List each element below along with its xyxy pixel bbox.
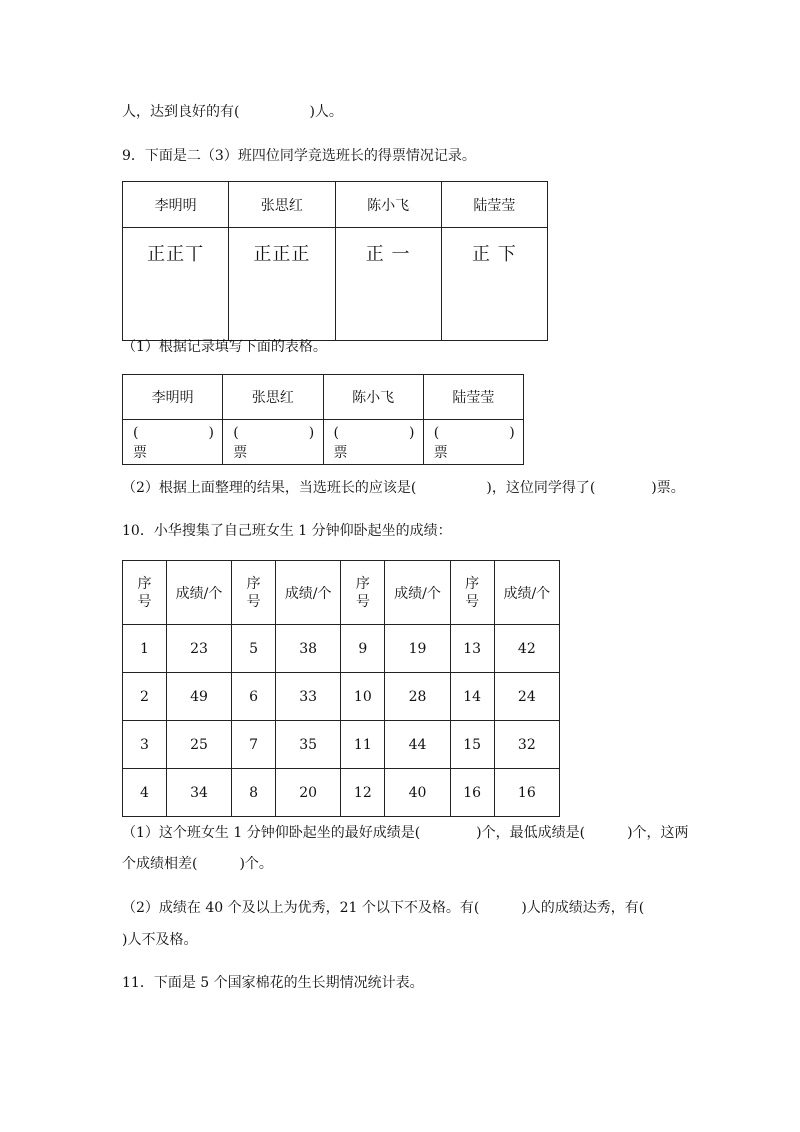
question-10-part-1-a: （1）这个班女生 1 分钟仰卧起坐的最好成绩是( )个，最低成绩是( )个，这两 — [122, 825, 689, 841]
header-index-2: 序号 — [232, 561, 276, 625]
header-index-3: 序号 — [341, 561, 385, 625]
table-row — [123, 769, 560, 817]
row-score: 33 — [276, 673, 341, 721]
count-name-4: 陆莹莹 — [423, 375, 523, 420]
count-name-2: 张思红 — [223, 375, 323, 420]
count-blank-1[interactable]: ( )票 — [123, 420, 223, 465]
situp-score-table — [122, 560, 560, 817]
vote-record-table — [122, 181, 548, 341]
row-index: 3 — [123, 721, 167, 769]
row-index: 13 — [450, 625, 494, 673]
row-index: 9 — [341, 625, 385, 673]
question-9-part-1: （1）根据记录填写下面的表格。 — [122, 339, 327, 355]
row-index: 1 — [123, 625, 167, 673]
table-row — [123, 673, 560, 721]
count-blank-2[interactable]: ( )票 — [223, 420, 323, 465]
row-index: 2 — [123, 673, 167, 721]
vote-tally-2: 正正正 — [229, 228, 335, 341]
vote-tally-4: 正 下 — [441, 228, 547, 341]
row-score: 32 — [494, 721, 559, 769]
row-index: 7 — [232, 721, 276, 769]
vote-tally-1: 正正丅 — [123, 228, 229, 341]
header-score-4: 成绩/个 — [494, 561, 559, 625]
vote-name-2: 张思红 — [229, 182, 335, 228]
count-name-3: 陈小飞 — [323, 375, 423, 420]
text-line-carryover: 人，达到良好的有( )人。 — [122, 104, 343, 120]
row-score: 42 — [494, 625, 559, 673]
row-score: 35 — [276, 721, 341, 769]
vote-name-1: 李明明 — [123, 182, 229, 228]
row-index: 12 — [341, 769, 385, 817]
row-score: 20 — [276, 769, 341, 817]
question-9: 9．下面是二（3）班四位同学竞选班长的得票情况记录。 — [122, 148, 476, 164]
vote-tally-3: 正 一 — [335, 228, 441, 341]
row-index: 16 — [450, 769, 494, 817]
question-10-part-1-b: 个成绩相差( )个。 — [122, 856, 273, 872]
question-10-part-2-a: （2）成绩在 40 个及以上为优秀，21 个以下不及格。有( )人的成绩达秀，有( — [122, 900, 645, 916]
row-score: 34 — [166, 769, 231, 817]
question-11: 11．下面是 5 个国家棉花的生长期情况统计表。 — [122, 975, 424, 991]
row-score: 49 — [166, 673, 231, 721]
header-index-4: 序号 — [450, 561, 494, 625]
row-score: 19 — [385, 625, 450, 673]
question-10-part-2-b: )人不及格。 — [122, 932, 198, 948]
row-score: 23 — [166, 625, 231, 673]
vote-name-4: 陆莹莹 — [441, 182, 547, 228]
vote-name-3: 陈小飞 — [335, 182, 441, 228]
table-row — [123, 721, 560, 769]
row-score: 38 — [276, 625, 341, 673]
vote-count-table — [122, 374, 524, 465]
row-score: 25 — [166, 721, 231, 769]
header-score-2: 成绩/个 — [276, 561, 341, 625]
question-10: 10．小华搜集了自己班女生 1 分钟仰卧起坐的成绩： — [122, 523, 452, 539]
header-score-1: 成绩/个 — [166, 561, 231, 625]
table-row — [123, 625, 560, 673]
count-blank-4[interactable]: ( )票 — [423, 420, 523, 465]
row-index: 5 — [232, 625, 276, 673]
count-blank-3[interactable]: ( )票 — [323, 420, 423, 465]
row-score: 16 — [494, 769, 559, 817]
row-index: 11 — [341, 721, 385, 769]
header-score-3: 成绩/个 — [385, 561, 450, 625]
row-index: 4 — [123, 769, 167, 817]
row-score: 44 — [385, 721, 450, 769]
question-9-part-2: （2）根据上面整理的结果，当选班长的应该是( )，这位同学得了( )票。 — [122, 480, 685, 496]
count-name-1: 李明明 — [123, 375, 223, 420]
row-index: 10 — [341, 673, 385, 721]
row-index: 6 — [232, 673, 276, 721]
header-index-1: 序号 — [123, 561, 167, 625]
row-score: 40 — [385, 769, 450, 817]
row-index: 8 — [232, 769, 276, 817]
row-index: 15 — [450, 721, 494, 769]
row-score: 24 — [494, 673, 559, 721]
row-index: 14 — [450, 673, 494, 721]
row-score: 28 — [385, 673, 450, 721]
